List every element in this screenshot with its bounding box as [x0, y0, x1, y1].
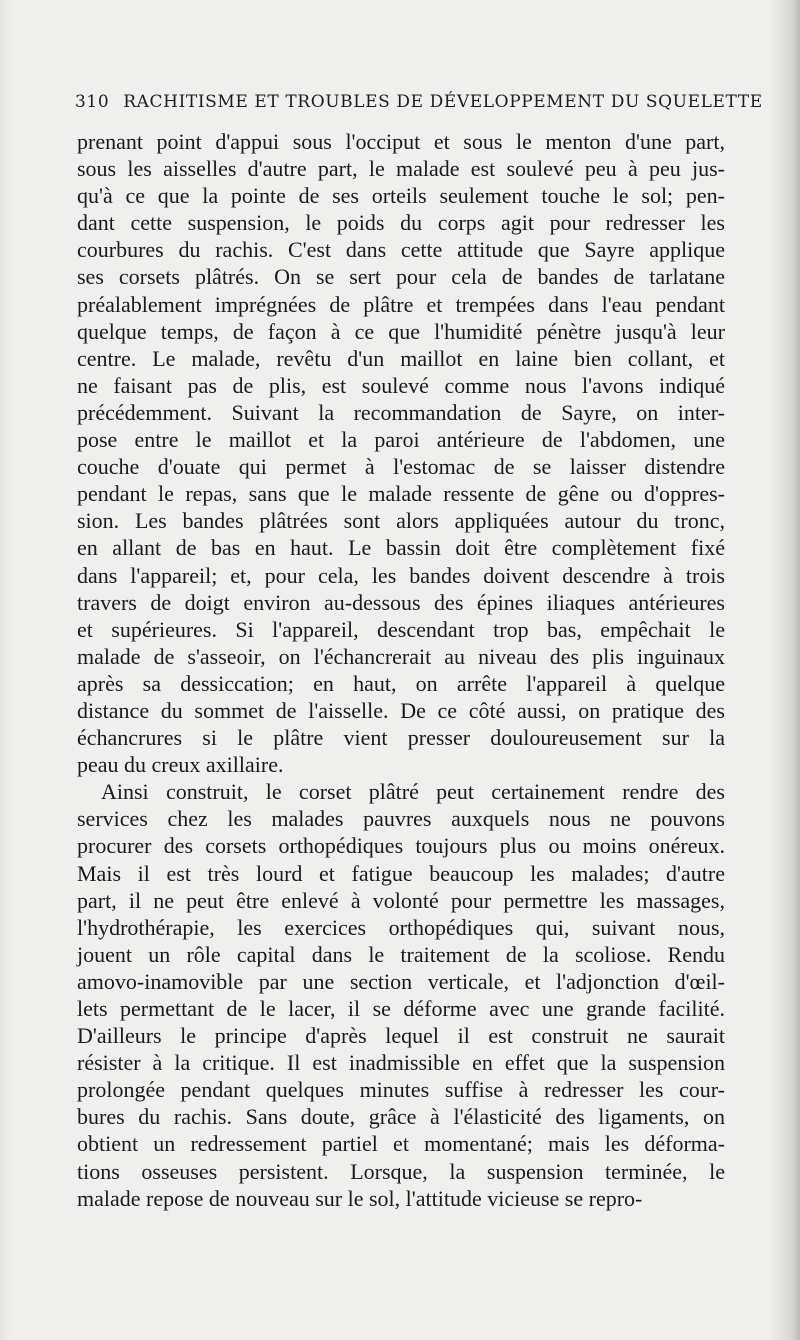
text-line: et supérieures. Si l'appareil, descendant trop bas, empêchait le [77, 616, 725, 642]
text-line: sous les aisselles d'autre part, le malade est soulevé peu à peu jus- [77, 156, 725, 182]
text-line: dant cette suspension, le poids du corps agit pour redresser les [77, 210, 725, 236]
running-title: RACHITISME ET TROUBLES DE DÉVELOPPEMENT DU SQUELETTE [123, 92, 763, 112]
text-line: distance du sommet de l'aisselle. De ce côté aussi, on pratique des [77, 697, 725, 723]
text-line: préalablement imprégnées de plâtre et trempées dans l'eau pendant [77, 291, 725, 317]
text-line: pose entre le maillot et la paroi antérieure de l'abdomen, une [77, 427, 725, 453]
text-line: jouent un rôle capital dans le traitement de la scoliose. Rendu [77, 941, 725, 967]
text-line: travers de doigt environ au-dessous des épines iliaques antérieures [77, 589, 725, 615]
body-text [77, 128, 725, 1212]
text-line: Mais il est très lourd et fatigue beaucoup les malades; d'autre [77, 860, 725, 886]
paragraph [77, 128, 725, 778]
text-line: obtient un redressement partiel et momentané; mais les déforma- [77, 1131, 725, 1157]
text-line: services chez les malades pauvres auxquels nous ne pouvons [77, 806, 725, 832]
text-line: malade de s'asseoir, on l'échancrerait au niveau des plis inguinaux [77, 643, 725, 669]
running-header [75, 92, 763, 112]
paragraph [77, 778, 725, 1212]
text-line: bures du rachis. Sans doute, grâce à l'élasticité des ligaments, on [77, 1104, 725, 1130]
page-gutter-shadow [0, 0, 12, 1340]
text-line: ne faisant pas de plis, est soulevé comme nous l'avons indiqué [77, 372, 725, 398]
text-line: qu'à ce que la pointe de ses orteils seulement touche le sol; pen- [77, 183, 725, 209]
text-line: quelque temps, de façon à ce que l'humidité pénètre jusqu'à leur [77, 318, 725, 344]
text-line: l'hydrothérapie, les exercices orthopédiques qui, suivant nous, [77, 914, 725, 940]
text-line: Ainsi construit, le corset plâtré peut certainement rendre des [101, 779, 725, 805]
text-line: résister à la critique. Il est inadmissible en effet que la suspension [77, 1050, 725, 1076]
text-line: malade repose de nouveau sur le sol, l'attitude vicieuse se repro- [77, 1185, 643, 1211]
text-line: amovo-inamovible par une section verticale, et l'adjonction d'œil- [77, 968, 725, 994]
text-line: prolongée pendant quelques minutes suffise à redresser les cour- [77, 1077, 725, 1103]
text-line: pendant le repas, sans que le malade ressente de gêne ou d'oppres- [77, 481, 725, 507]
text-line: lets permettant de le lacer, il se déforme avec une grande facilité. [77, 996, 725, 1021]
text-line: centre. Le malade, revêtu d'un maillot en laine bien collant, et [77, 345, 725, 371]
text-line: prenant point d'appui sous l'occiput et sous le menton d'une part, [77, 129, 725, 154]
text-line: en allant de bas en haut. Le bassin doit être complètement fixé [77, 535, 725, 561]
text-line: précédemment. Suivant la recommandation de Sayre, on inter- [77, 399, 725, 425]
text-line: couche d'ouate qui permet à l'estomac de se laisser distendre [77, 454, 725, 480]
text-line: peau du creux axillaire. [77, 752, 284, 778]
text-line: dans l'appareil; et, pour cela, les bandes doivent descendre à trois [77, 562, 725, 588]
text-line: part, il ne peut être enlevé à volonté pour permettre les massages, [77, 887, 725, 913]
page-edge-shadow [770, 0, 800, 1340]
text-line: échancrures si le plâtre vient presser douloureusement sur la [77, 725, 725, 751]
page-number: 310 [75, 92, 110, 112]
text-line: après sa dessiccation; en haut, on arrête l'appareil à quelque [77, 670, 725, 696]
text-line: ses corsets plâtrés. On se sert pour cela de bandes de tarlatane [77, 264, 725, 290]
text-line: tions osseuses persistent. Lorsque, la suspension terminée, le [77, 1158, 725, 1184]
text-line: D'ailleurs le principe d'après lequel il est construit ne saurait [77, 1023, 725, 1049]
text-line: courbures du rachis. C'est dans cette attitude que Sayre applique [77, 237, 725, 263]
text-line: sion. Les bandes plâtrées sont alors appliquées autour du tronc, [77, 508, 725, 534]
text-line: procurer des corsets orthopédiques toujours plus ou moins onéreux. [77, 833, 725, 859]
